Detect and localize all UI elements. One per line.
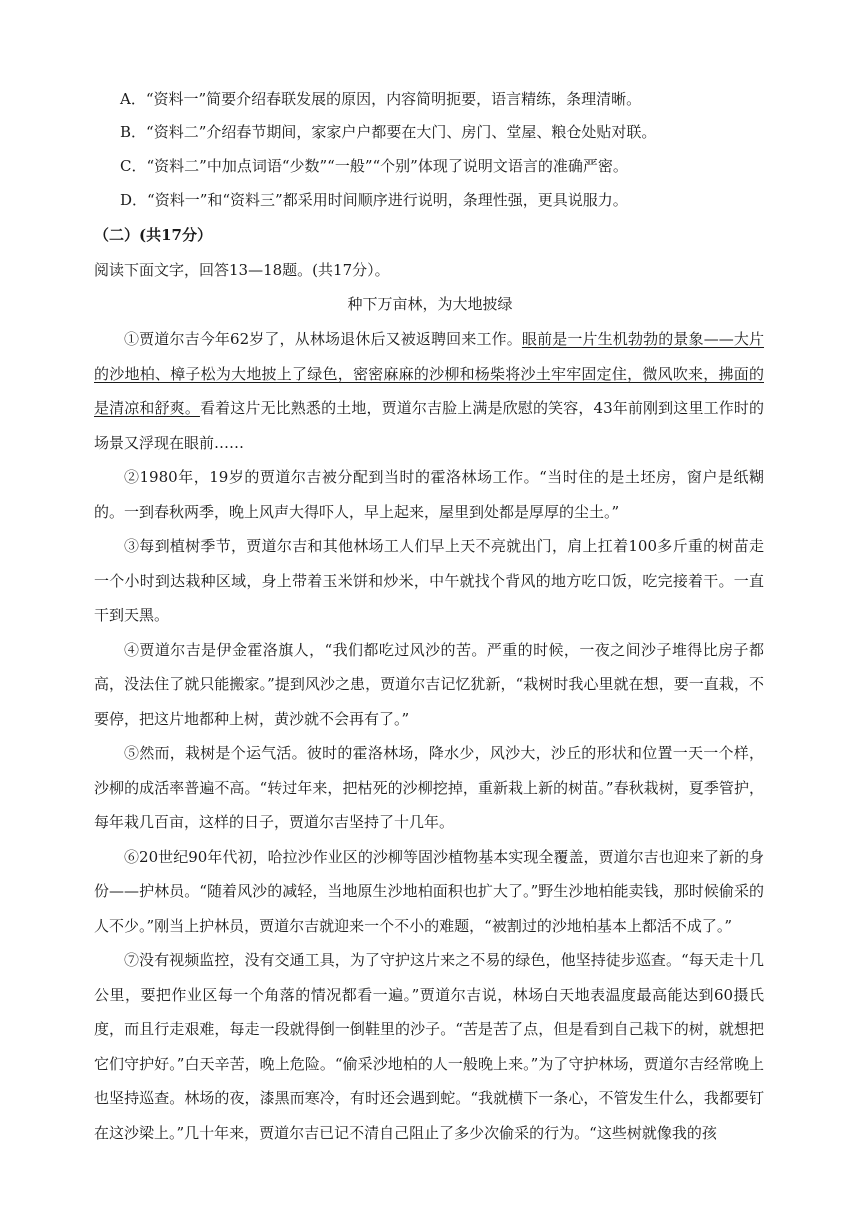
paragraph-6: ⑥20世纪90年代初，哈拉沙作业区的沙柳等固沙植物基本实现全覆盖，贾道尔吉也迎来了新的身份——护林员。“随着风沙的减轻，当地原生沙地柏面积也扩大了。”野生沙地柏能卖钱，那时候偷采的人不少。”刚当上护林员，贾道尔吉就迎来一个不小的难题，“被割过的沙地柏基本上都活不成了。”	[94, 847, 764, 935]
paragraph-7: ⑦没有视频监控，没有交通工具，为了守护这片来之不易的绿色，他坚持徒步巡查。“每天走十几公里，要把作业区每一个角落的情况都看一遍。”贾道尔吉说，林场白天地表温度最高能达到60摄氏度，而且行走艰难，每走一段就得倒一倒鞋里的沙子。“苦是苦了点，但是看到自己栽下的树，就想把它们守护好。”白天辛苦，晚上危险。“偷采沙地柏的人一般晚上来。”为了守护林场，贾道尔吉经常晚上也坚持巡查。林场的夜，漆黑而寒冷，有时还会遇到蛇。“我就横下一条心，不管发生什么，我都要钉在这沙梁上。”几十年来，贾道尔吉已记不清自己阻止了多少次偷采的行为。“这些树就像我的孩	[94, 951, 764, 1142]
paragraph-2: ②1980年，19岁的贾道尔吉被分配到当时的霍洛林场工作。“当时住的是土坯房，窗户是纸糊的。一到春秋两季，晚上风声大得吓人，早上起来，屋里到处都是厚厚的尘土。”	[94, 468, 764, 521]
section-heading: （二）(共17分）	[94, 226, 212, 244]
option-a: A．“资料一”简要介绍春联发展的原因，内容简明扼要，语言精练，条理清晰。	[120, 90, 642, 108]
underlined-sentence: 眼前是一片生机勃勃的景象——大片的沙地柏、樟子松为大地披上了绿色，密密麻麻的沙柳和杨柴将沙土牢牢固定住，微风吹来，拂面的是清凉和舒爽。	[94, 330, 764, 417]
paragraph-4: ④贾道尔吉是伊金霍洛旗人，“我们都吃过风沙的苦。严重的时候，一夜之间沙子堆得比房子都高，没法住了就只能搬家。”提到风沙之患，贾道尔吉记忆犹新，“栽树时我心里就在想，要一直栽，不要停，把这片地都种上树，黄沙就不会再有了。”	[94, 640, 764, 728]
paragraph-5: ⑤然而，栽树是个运气活。彼时的霍洛林场，降水少，风沙大，沙丘的形状和位置一天一个样，沙柳的成活率普遍不高。“转过年来，把枯死的沙柳挖掉，重新栽上新的树苗。”春秋栽树，夏季管护，每年栽几百亩，这样的日子，贾道尔吉坚持了十几年。	[94, 744, 764, 831]
article-title: 种下万亩林，为大地披绿	[347, 295, 513, 313]
option-b: B．“资料二”介绍春节期间，家家户户都要在大门、房门、堂屋、粮仓处贴对联。	[120, 123, 657, 141]
option-c: C．“资料二”中加点词语“少数”“一般”“个别”体现了说明文语言的准确严密。	[120, 157, 628, 175]
paragraph-1	[94, 322, 764, 460]
option-d: D．“资料一”和“资料三”都采用时间顺序进行说明，条理性强，更具说服力。	[120, 191, 628, 209]
paragraph-1-text-a: ①贾道尔吉今年62岁了，从林场退休后又被返聘回来工作。	[124, 330, 522, 348]
paragraph-1-text-b: 看着这片无比熟悉的土地，贾道尔吉脸上满是欣慰的笑容，43年前刚到这里工作时的场景又浮现在眼前……	[94, 399, 764, 452]
article-body	[94, 322, 764, 1150]
reading-instruction: 阅读下面文字，回答13—18题。(共17分）。	[94, 261, 390, 279]
paragraph-3: ③每到植树季节，贾道尔吉和其他林场工人们早上天不亮就出门，肩上扛着100多斤重的树苗走一个小时到达栽种区域，身上带着玉米饼和炒米，中午就找个背风的地方吃口饭，吃完接着干。一直干到天黑。	[94, 537, 764, 624]
